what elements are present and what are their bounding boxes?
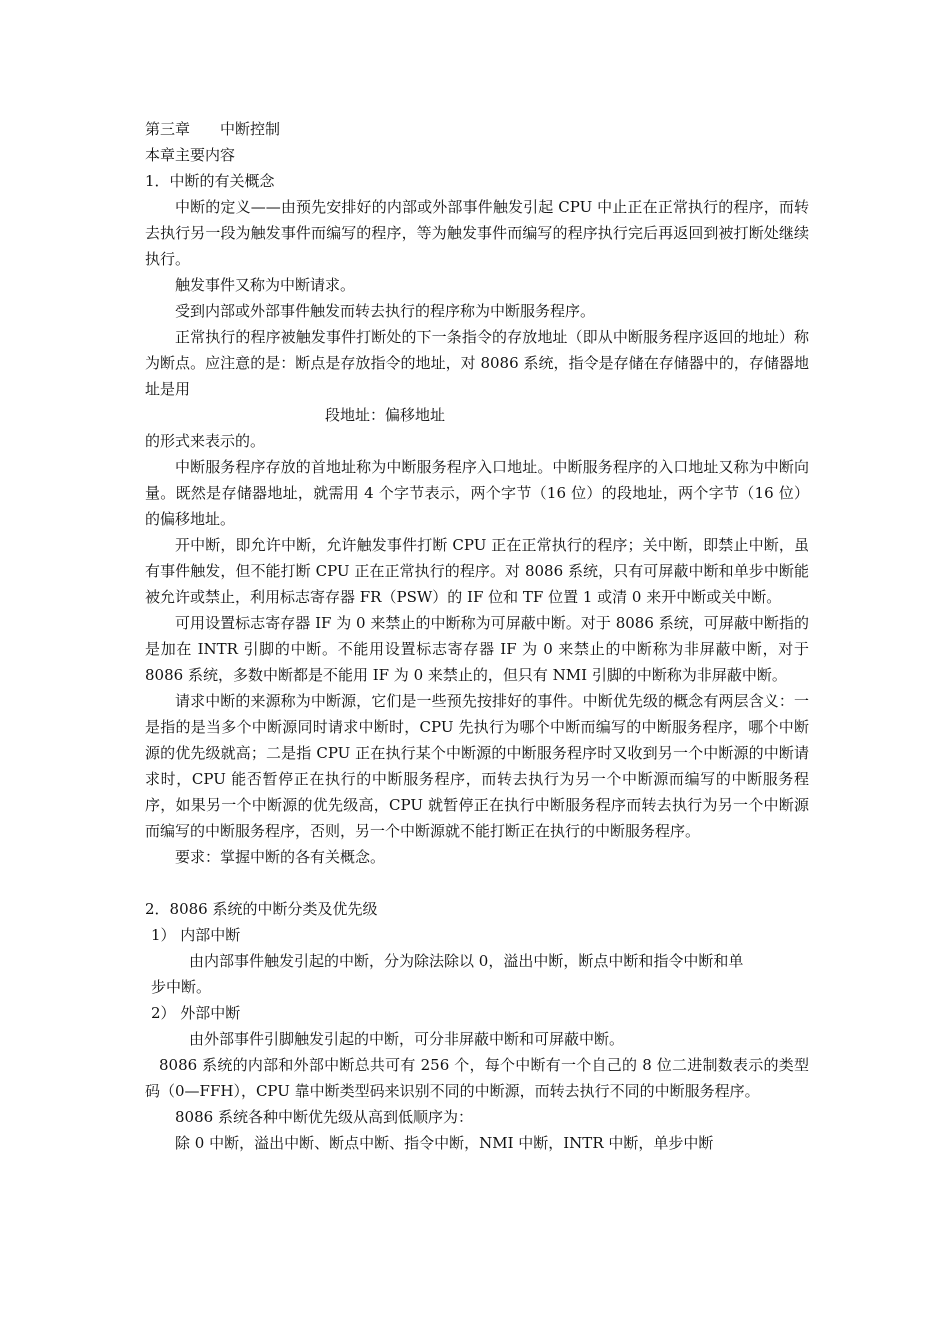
trigger-paragraph: 触发事件又称为中断请求。 xyxy=(175,276,356,294)
service-paragraph: 受到内部或外部事件触发而转去执行的程序称为中断服务程序。 xyxy=(175,302,596,320)
internal-interrupt-text-tail: 步中断。 xyxy=(151,978,212,996)
internal-interrupt-heading: 1） 内部中断 xyxy=(151,926,241,944)
main-content-heading: 本章主要内容 xyxy=(145,146,236,164)
address-form-tail: 的形式来表示的。 xyxy=(145,432,266,450)
chapter-title: 第三章 中断控制 xyxy=(145,120,281,138)
maskable-paragraph: 可用设置标志寄存器 IF 为 0 来禁止的中断称为可屏蔽中断。对于 8086 系统，可屏蔽中断指的是加在 INTR 引脚的中断。不能用设置标志寄存器 IF 为 0 来禁止的中断称为非屏蔽中断，对于 8086 系统，多数中断都是不能用 IF 为 0 来禁止的，但只有 NMI 引脚的中断称为非屏蔽中断。 xyxy=(145,614,809,684)
external-interrupt-text: 由外部事件引脚触发引起的中断，可分非屏蔽中断和可屏蔽中断。 xyxy=(189,1030,625,1048)
breakpoint-paragraph: 正常执行的程序被触发事件打断处的下一条指令的存放地址（即从中断服务程序返回的地址）称为断点。应注意的是：断点是存放指令的地址，对 8086 系统，指令是存储在存储器中的，存储器地址是用 xyxy=(145,328,809,398)
section2-heading: 2．8086 系统的中断分类及优先级 xyxy=(145,900,378,918)
address-form: 段地址：偏移地址 xyxy=(325,406,446,424)
document-page xyxy=(145,116,809,1156)
vector-paragraph: 中断服务程序存放的首地址称为中断服务程序入口地址。中断服务程序的入口地址又称为中断向量。既然是存储器地址，就需用 4 个字节表示，两个字节（16 位）的段地址，两个字节（16 位）的偏移地址。 xyxy=(145,458,809,528)
internal-interrupt-text: 由内部事件触发引起的中断，分为除法除以 0，溢出中断，断点中断和指令中断和单 xyxy=(189,952,744,970)
priority-order: 除 0 中断，溢出中断、断点中断、指令中断，NMI 中断，INTR 中断，单步中断 xyxy=(175,1134,714,1152)
enable-paragraph: 开中断，即允许中断，允许触发事件打断 CPU 正在正常执行的程序；关中断，即禁止中断，虽有事件触发，但不能打断 CPU 正在正常执行的程序。对 8086 系统，只有可屏蔽中断和单步中断能被允许或禁止，利用标志寄存器 FR（PSW）的 IF 位和 TF 位置 1 或清 0 来开中断或关中断。 xyxy=(145,536,809,606)
section1-heading: 1．中断的有关概念 xyxy=(145,172,275,190)
type-code-paragraph: 8086 系统的内部和外部中断总共可有 256 个，每个中断有一个自己的 8 位二进制数表示的类型码（0—FFH），CPU 靠中断类型码来识别不同的中断源，而转去执行不同的中断服务程序。 xyxy=(145,1056,809,1100)
source-paragraph: 请求中断的来源称为中断源，它们是一些预先按排好的事件。中断优先级的概念有两层含义：一是指的是当多个中断源同时请求中断时，CPU 先执行为哪个中断而编写的中断服务程序，哪个中断源的优先级就高；二是指 CPU 正在执行某个中断源的中断服务程序时又收到另一个中断源的中断请求时，CPU 能否暂停正在执行的中断服务程序，而转去执行为另一个中断源而编写的中断服务程序，如果另一个中断源的优先级高，CPU 就暂停正在执行中断服务程序而转去执行为另一个中断源而编写的中断服务程序，否则，另一个中断源就不能打断正在执行的中断服务程序。 xyxy=(145,692,809,840)
priority-intro: 8086 系统各种中断优先级从高到低顺序为： xyxy=(175,1108,473,1126)
definition-paragraph: 中断的定义——由预先安排好的内部或外部事件触发引起 CPU 中止正在正常执行的程序，而转去执行另一段为触发事件而编写的程序，等为触发事件而编写的程序执行完后再返回到被打断处继续执行。 xyxy=(145,198,809,268)
spacer xyxy=(145,870,809,896)
requirement-paragraph: 要求：掌握中断的各有关概念。 xyxy=(175,848,386,866)
external-interrupt-heading: 2） 外部中断 xyxy=(151,1004,241,1022)
